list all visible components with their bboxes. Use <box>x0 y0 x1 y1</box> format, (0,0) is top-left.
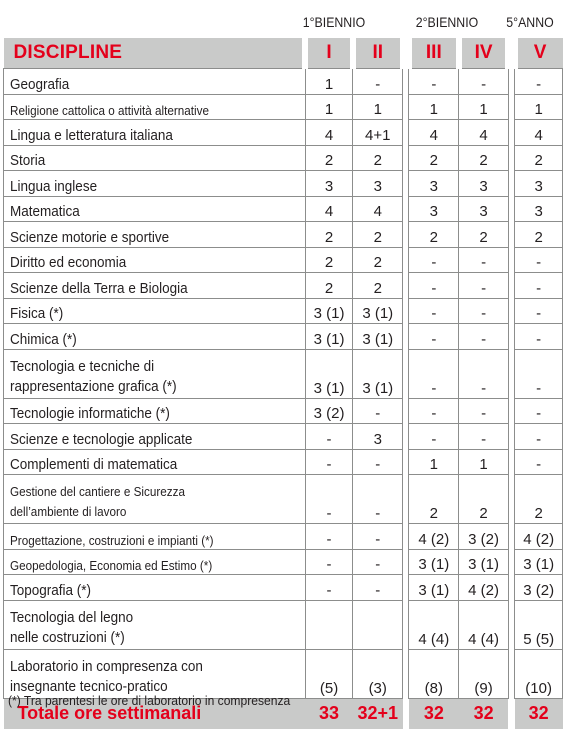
hours-cell: 1 <box>409 94 459 120</box>
hours-cell: - <box>459 298 509 324</box>
discipline-name <box>4 549 306 575</box>
hours-cell: 3 (1) <box>409 575 459 601</box>
discipline-name-line: Chimica (*) <box>10 330 77 348</box>
hours-cell: 3 (1) <box>353 324 403 350</box>
table-row <box>4 575 563 601</box>
total-value: 32 <box>459 698 509 729</box>
table-row <box>4 449 563 475</box>
discipline-name-line: Progettazione, costruzioni e impianti (*) <box>10 532 214 548</box>
hours-cell: 2 <box>409 222 459 248</box>
discipline-name <box>4 449 306 475</box>
discipline-name <box>4 145 306 171</box>
discipline-name-line: Complementi di matematica <box>10 456 178 473</box>
hours-cell: - <box>353 549 403 575</box>
hours-cell: - <box>459 349 509 398</box>
hours-cell: - <box>409 69 459 95</box>
hours-cell: - <box>305 475 353 524</box>
discipline-name-line: insegnante tecnico-pratico <box>10 677 168 695</box>
footnote: (*) Tra parentesi le ore di laboratorio in compresenza <box>8 693 291 708</box>
hours-cell: 2 <box>353 273 403 299</box>
discipline-name <box>4 120 306 146</box>
hours-cell: 1 <box>305 69 353 95</box>
discipline-name-line: Gestione del cantiere e Sicurezza <box>10 484 185 499</box>
hours-cell: 3 (1) <box>353 349 403 398</box>
hours-cell: 1 <box>515 94 563 120</box>
hours-cell: (10) <box>515 649 563 698</box>
total-label: Totale ore settimanali <box>4 698 306 729</box>
discipline-name-line: Fisica (*) <box>10 305 64 322</box>
hours-cell: 3 <box>459 196 509 222</box>
hours-cell: 2 <box>515 222 563 248</box>
curriculum-table-container <box>3 0 563 729</box>
hours-cell: 3 <box>353 424 403 450</box>
hours-cell: 3 <box>409 171 459 197</box>
discipline-name-line: rappresentazione grafica (*) <box>10 377 177 395</box>
hours-cell: - <box>409 349 459 398</box>
hours-cell: 3 (1) <box>459 549 509 575</box>
hours-cell: 4 (4) <box>409 600 459 649</box>
hours-cell: 2 <box>353 247 403 273</box>
discipline-name-line: Tecnologia del legno <box>10 608 134 626</box>
hours-cell: - <box>515 398 563 424</box>
hours-cell: - <box>353 69 403 95</box>
discipline-name <box>4 196 306 222</box>
year-header: IV <box>459 38 509 69</box>
table-body <box>4 69 563 699</box>
hours-cell: 2 <box>515 145 563 171</box>
hours-cell: 3 <box>305 171 353 197</box>
hours-cell: 3 <box>515 171 563 197</box>
hours-cell: 2 <box>305 247 353 273</box>
hours-cell: - <box>409 398 459 424</box>
discipline-name <box>4 424 306 450</box>
hours-cell: - <box>409 273 459 299</box>
hours-cell: - <box>459 247 509 273</box>
period-label-biennio-2: 2°BIENNIO <box>415 14 479 30</box>
hours-cell <box>353 600 403 649</box>
hours-cell: 2 <box>353 145 403 171</box>
discipline-name-line: Diritto ed economia <box>10 254 127 271</box>
total-value: 32 <box>409 698 459 729</box>
hours-cell: (3) <box>353 649 403 698</box>
discipline-name-line: nelle costruzioni (*) <box>10 628 125 646</box>
table-row <box>4 349 563 398</box>
hours-cell: 4 <box>353 196 403 222</box>
hours-cell: 3 (2) <box>305 398 353 424</box>
table-row <box>4 69 563 95</box>
hours-cell: - <box>409 298 459 324</box>
hours-cell: (5) <box>305 649 353 698</box>
hours-cell: 2 <box>305 145 353 171</box>
hours-cell: 4 <box>409 120 459 146</box>
discipline-name <box>4 171 306 197</box>
discipline-name <box>4 222 306 248</box>
discipline-name <box>4 524 306 550</box>
table-row <box>4 475 563 524</box>
hours-cell: 1 <box>459 449 509 475</box>
table-row <box>4 196 563 222</box>
year-header: I <box>305 38 353 69</box>
discipline-name-line: Geopedologia, Economia ed Estimo (*) <box>10 558 213 573</box>
hours-cell: (9) <box>459 649 509 698</box>
table-row <box>4 298 563 324</box>
discipline-name-line: Laboratorio in compresenza con <box>10 657 203 675</box>
hours-cell: 3 (1) <box>305 349 353 398</box>
discipline-name <box>4 475 306 524</box>
year-header: V <box>515 38 563 69</box>
hours-cell: 2 <box>305 222 353 248</box>
hours-cell: - <box>515 298 563 324</box>
table-row <box>4 171 563 197</box>
hours-cell: - <box>305 449 353 475</box>
hours-cell: - <box>305 575 353 601</box>
discipline-name <box>4 69 306 95</box>
hours-cell: - <box>515 449 563 475</box>
total-value: 32 <box>515 698 563 729</box>
hours-cell: - <box>353 398 403 424</box>
hours-cell: - <box>459 398 509 424</box>
year-header: II <box>353 38 403 69</box>
discipline-name-line: Matematica <box>10 203 80 220</box>
total-value: 33 <box>305 698 353 729</box>
table-row <box>4 549 563 575</box>
hours-cell: - <box>515 324 563 350</box>
hours-cell: - <box>409 424 459 450</box>
hours-cell: 3 (1) <box>305 324 353 350</box>
curriculum-table <box>3 38 563 729</box>
hours-cell: - <box>515 349 563 398</box>
hours-cell: 3 <box>353 171 403 197</box>
hours-cell: - <box>305 549 353 575</box>
discipline-name-line: Scienze motorie e sportive <box>10 228 170 246</box>
hours-cell: - <box>353 575 403 601</box>
hours-cell: 3 (2) <box>459 524 509 550</box>
hours-cell: 2 <box>515 475 563 524</box>
hours-cell: - <box>515 247 563 273</box>
hours-cell: 2 <box>459 145 509 171</box>
period-label-biennio-1: 1°BIENNIO <box>302 14 366 30</box>
discipline-name-line: Geografia <box>10 75 70 93</box>
year-header: III <box>409 38 459 69</box>
hours-cell: 4 <box>515 120 563 146</box>
hours-cell: - <box>409 324 459 350</box>
hours-cell: 2 <box>305 273 353 299</box>
hours-cell: 2 <box>459 475 509 524</box>
hours-cell: 4 (2) <box>515 524 563 550</box>
hours-cell: 4 <box>305 120 353 146</box>
discipline-name <box>4 575 306 601</box>
hours-cell: 1 <box>459 94 509 120</box>
discipline-name-line: Tecnologie informatiche (*) <box>10 405 170 422</box>
hours-cell: 4 <box>305 196 353 222</box>
hours-cell: 4+1 <box>353 120 403 146</box>
table-row <box>4 94 563 120</box>
hours-cell: 3 (1) <box>353 298 403 324</box>
hours-cell: 2 <box>409 145 459 171</box>
hours-cell: 4 (2) <box>459 575 509 601</box>
hours-cell: 1 <box>353 94 403 120</box>
table-row <box>4 600 563 649</box>
hours-cell: - <box>353 524 403 550</box>
hours-cell: 3 (2) <box>515 575 563 601</box>
hours-cell: 3 <box>459 171 509 197</box>
discipline-name-line: Religione cattolica o attività alternative <box>10 103 210 118</box>
discipline-name-line: Topografia (*) <box>10 581 92 599</box>
discipline-name-line: Tecnologia e tecniche di <box>10 357 155 375</box>
hours-cell: 5 (5) <box>515 600 563 649</box>
hours-cell: 2 <box>409 475 459 524</box>
discipline-name <box>4 398 306 424</box>
hours-cell: - <box>515 69 563 95</box>
discipline-name <box>4 349 306 398</box>
table-row <box>4 524 563 550</box>
hours-cell: - <box>459 324 509 350</box>
hours-cell: 3 (1) <box>305 298 353 324</box>
hours-cell: 1 <box>305 94 353 120</box>
hours-cell: 3 (1) <box>409 549 459 575</box>
discipline-name <box>4 273 306 299</box>
discipline-name <box>4 649 306 698</box>
hours-cell <box>305 600 353 649</box>
table-row <box>4 424 563 450</box>
discipline-name-line: Lingua inglese <box>10 177 98 195</box>
hours-cell: - <box>459 69 509 95</box>
discipline-name-line: Scienze e tecnologie applicate <box>10 430 193 448</box>
table-row <box>4 247 563 273</box>
discipline-name-line: Lingua e letteratura italiana <box>10 126 173 144</box>
hours-cell: 4 <box>459 120 509 146</box>
hours-cell: 3 <box>409 196 459 222</box>
hours-cell: 4 (4) <box>459 600 509 649</box>
discipline-name <box>4 324 306 350</box>
hours-cell: (8) <box>409 649 459 698</box>
table-row <box>4 398 563 424</box>
total-value: 32+1 <box>353 698 403 729</box>
discipline-header: DISCIPLINE <box>4 38 306 69</box>
hours-cell: - <box>515 273 563 299</box>
table-row <box>4 324 563 350</box>
hours-cell: 4 (2) <box>409 524 459 550</box>
hours-cell: - <box>409 247 459 273</box>
discipline-name-line: Scienze della Terra e Biologia <box>10 279 188 297</box>
table-row <box>4 145 563 171</box>
discipline-name <box>4 247 306 273</box>
hours-cell: - <box>515 424 563 450</box>
table-header-row <box>4 38 563 69</box>
hours-cell: 1 <box>409 449 459 475</box>
period-header <box>3 0 563 38</box>
hours-cell: - <box>353 449 403 475</box>
discipline-name-line: dell’ambiente di lavoro <box>10 504 127 519</box>
hours-cell: 3 (1) <box>515 549 563 575</box>
discipline-name <box>4 298 306 324</box>
table-row <box>4 273 563 299</box>
hours-cell: 2 <box>459 222 509 248</box>
discipline-name <box>4 600 306 649</box>
hours-cell: - <box>305 524 353 550</box>
hours-cell: - <box>353 475 403 524</box>
hours-cell: - <box>459 424 509 450</box>
table-row <box>4 222 563 248</box>
hours-cell: 3 <box>515 196 563 222</box>
hours-cell: - <box>459 273 509 299</box>
table-row <box>4 649 563 698</box>
period-label-quinto-anno: 5°ANNO <box>506 14 554 30</box>
table-row <box>4 120 563 146</box>
discipline-name-line: Storia <box>10 152 46 169</box>
discipline-name <box>4 94 306 120</box>
hours-cell: 2 <box>353 222 403 248</box>
hours-cell: - <box>305 424 353 450</box>
